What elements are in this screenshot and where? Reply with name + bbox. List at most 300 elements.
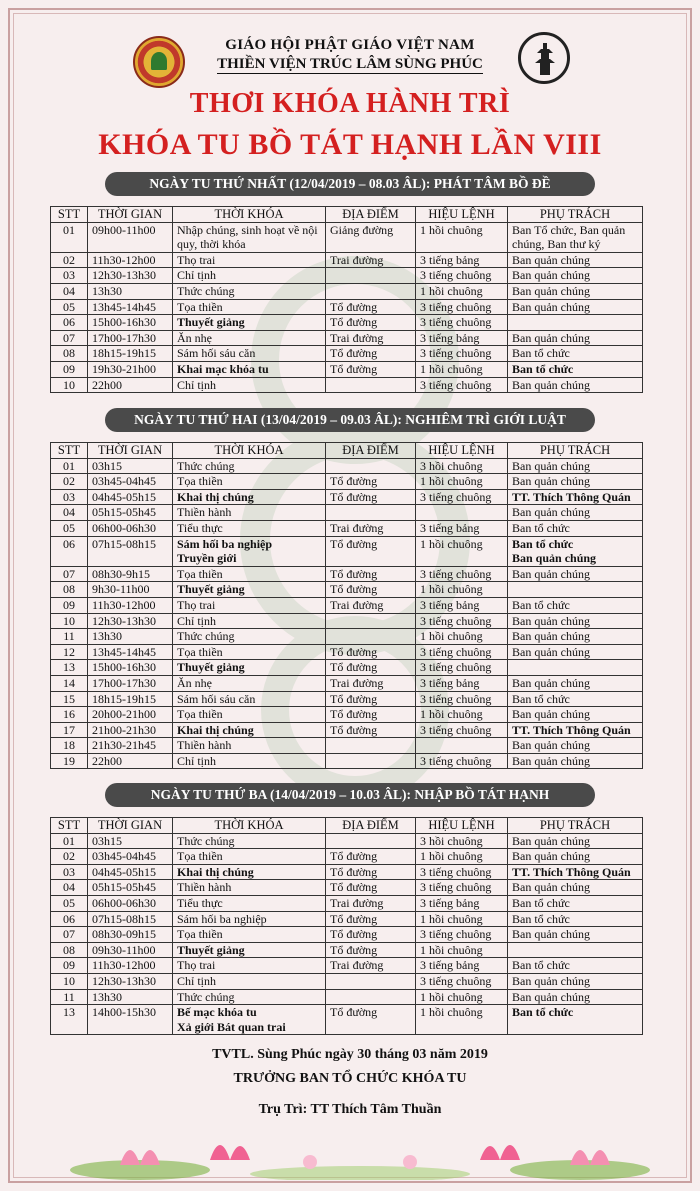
row-number: 10	[51, 377, 88, 393]
row-time: 07h15-08h15	[88, 911, 173, 927]
row-place: Trai đường	[326, 520, 416, 536]
row-activity: Chỉ tịnh	[173, 268, 326, 284]
row-signal: 3 tiếng chuông	[416, 660, 508, 676]
row-activity: Thiền hành	[173, 505, 326, 521]
row-activity: Thuyết giảng	[173, 582, 326, 598]
row-signal: 3 tiếng chuông	[416, 644, 508, 660]
row-time: 13h45-14h45	[88, 644, 173, 660]
row-activity: Chỉ tịnh	[173, 753, 326, 769]
row-place: Trai đường	[326, 597, 416, 613]
row-number: 07	[51, 927, 88, 943]
row-activity: Tọa thiền	[173, 474, 326, 490]
column-header: THỜI GIAN	[88, 818, 173, 834]
row-time: 17h00-17h30	[88, 330, 173, 346]
row-number: 16	[51, 707, 88, 723]
table-row	[51, 361, 643, 377]
row-lead: Ban tổ chức	[508, 361, 643, 377]
row-activity: Thuyết giảng	[173, 942, 326, 958]
table-row	[51, 753, 643, 769]
row-number: 17	[51, 722, 88, 738]
row-place: Tổ đường	[326, 474, 416, 490]
table-row	[51, 629, 643, 645]
row-activity: Thọ trai	[173, 597, 326, 613]
row-number: 02	[51, 849, 88, 865]
row-place: Tổ đường	[326, 707, 416, 723]
table-row	[51, 536, 643, 566]
table-row	[51, 989, 643, 1005]
row-time: 03h45-04h45	[88, 474, 173, 490]
row-lead: Ban quản chúng	[508, 849, 643, 865]
row-signal: 1 hồi chuông	[416, 536, 508, 566]
row-time: 06h00-06h30	[88, 520, 173, 536]
row-time: 22h00	[88, 753, 173, 769]
row-number: 08	[51, 346, 88, 362]
row-lead: Ban tổ chức Ban quản chúng	[508, 536, 643, 566]
table-header-row	[51, 443, 643, 459]
row-activity: Bế mạc khóa tu Xả giới Bát quan trai	[173, 1005, 326, 1035]
row-signal: 3 tiếng chuông	[416, 299, 508, 315]
table-row	[51, 864, 643, 880]
column-header: STT	[51, 818, 88, 834]
column-header: PHỤ TRÁCH	[508, 443, 643, 459]
row-time: 06h00-06h30	[88, 895, 173, 911]
schedule-table	[50, 817, 643, 1035]
row-activity: Tiểu thực	[173, 520, 326, 536]
row-lead	[508, 582, 643, 598]
table-row	[51, 1005, 643, 1035]
row-place: Tổ đường	[326, 691, 416, 707]
row-time: 04h45-05h15	[88, 864, 173, 880]
row-lead: TT. Thích Thông Quán	[508, 864, 643, 880]
table-row	[51, 644, 643, 660]
page-title: THƠI KHÓA HÀNH TRÌ	[189, 88, 511, 119]
row-signal: 1 hồi chuông	[416, 942, 508, 958]
row-place	[326, 458, 416, 474]
schedule-table	[50, 442, 643, 769]
table-row	[51, 660, 643, 676]
row-signal	[416, 505, 508, 521]
row-time: 21h00-21h30	[88, 722, 173, 738]
row-place	[326, 613, 416, 629]
day-banner: NGÀY TU THỨ HAI (13/04/2019 – 09.03 ÂL): NGHIÊM TRÌ GIỚI LUẬT	[105, 408, 595, 432]
row-number: 18	[51, 738, 88, 754]
row-place	[326, 833, 416, 849]
row-number: 09	[51, 361, 88, 377]
row-place	[326, 377, 416, 393]
table-row	[51, 458, 643, 474]
row-number: 06	[51, 315, 88, 331]
table-row	[51, 613, 643, 629]
table-row	[51, 597, 643, 613]
row-signal: 3 tiếng chuông	[416, 489, 508, 505]
row-lead	[508, 660, 643, 676]
row-signal: 3 tiếng chuông	[416, 864, 508, 880]
row-place: Tổ đường	[326, 582, 416, 598]
column-header: THỜI KHÓA	[173, 207, 326, 223]
row-lead: Ban quản chúng	[508, 927, 643, 943]
table-row	[51, 252, 643, 268]
column-header: THỜI KHÓA	[173, 443, 326, 459]
row-number: 03	[51, 864, 88, 880]
monastery-name: THIỀN VIỆN TRÚC LÂM SÙNG PHÚC	[217, 56, 483, 72]
row-number: 12	[51, 644, 88, 660]
row-number: 04	[51, 283, 88, 299]
row-place: Tổ đường	[326, 927, 416, 943]
row-signal: 1 hồi chuông	[416, 849, 508, 865]
row-lead: Ban tổ chức	[508, 958, 643, 974]
row-activity: Thức chúng	[173, 989, 326, 1005]
row-activity: Sám hối sáu căn	[173, 691, 326, 707]
row-activity: Thức chúng	[173, 458, 326, 474]
row-signal: 1 hồi chuông	[416, 911, 508, 927]
row-lead	[508, 942, 643, 958]
row-activity: Tọa thiền	[173, 644, 326, 660]
table-row	[51, 691, 643, 707]
table-row	[51, 849, 643, 865]
table-row	[51, 895, 643, 911]
row-lead: Ban quản chúng	[508, 833, 643, 849]
row-place	[326, 738, 416, 754]
row-place: Tổ đường	[326, 864, 416, 880]
row-signal: 3 tiếng bảng	[416, 597, 508, 613]
column-header: ĐỊA ĐIỂM	[326, 207, 416, 223]
row-time: 12h30-13h30	[88, 613, 173, 629]
row-time: 11h30-12h00	[88, 252, 173, 268]
row-time: 12h30-13h30	[88, 973, 173, 989]
row-activity: Ăn nhẹ	[173, 675, 326, 691]
row-signal: 1 hồi chuông	[416, 283, 508, 299]
table-row	[51, 582, 643, 598]
table-row	[51, 489, 643, 505]
row-lead: TT. Thích Thông Quán	[508, 722, 643, 738]
org-name: GIÁO HỘI PHẬT GIÁO VIỆT NAM	[225, 37, 475, 53]
table-row	[51, 675, 643, 691]
row-lead: Ban quản chúng	[508, 753, 643, 769]
row-lead: Ban tổ chức	[508, 1005, 643, 1035]
row-number: 13	[51, 660, 88, 676]
row-number: 01	[51, 458, 88, 474]
row-activity: Thiền hành	[173, 738, 326, 754]
row-activity: Thọ trai	[173, 958, 326, 974]
table-row	[51, 474, 643, 490]
table-row	[51, 505, 643, 521]
row-activity: Chỉ tịnh	[173, 377, 326, 393]
row-time: 07h15-08h15	[88, 536, 173, 566]
row-time: 9h30-11h00	[88, 582, 173, 598]
row-signal: 3 tiếng chuông	[416, 613, 508, 629]
row-number: 19	[51, 753, 88, 769]
row-activity: Khai thị chúng	[173, 864, 326, 880]
row-time: 14h00-15h30	[88, 1005, 173, 1035]
table-row	[51, 566, 643, 582]
column-header: HIỆU LỆNH	[416, 818, 508, 834]
row-time: 12h30-13h30	[88, 268, 173, 284]
row-signal: 3 tiếng chuông	[416, 722, 508, 738]
row-place: Tổ đường	[326, 942, 416, 958]
table-row	[51, 222, 643, 252]
column-header: HIỆU LỆNH	[416, 207, 508, 223]
row-place	[326, 268, 416, 284]
row-number: 04	[51, 880, 88, 896]
row-place: Tổ đường	[326, 1005, 416, 1035]
row-place: Tổ đường	[326, 346, 416, 362]
row-signal: 3 tiếng bảng	[416, 958, 508, 974]
row-lead: Ban quản chúng	[508, 299, 643, 315]
row-number: 11	[51, 989, 88, 1005]
row-activity: Thức chúng	[173, 833, 326, 849]
row-place	[326, 989, 416, 1005]
row-activity: Tọa thiền	[173, 299, 326, 315]
row-number: 10	[51, 973, 88, 989]
row-lead: Ban tổ chức	[508, 691, 643, 707]
row-number: 09	[51, 597, 88, 613]
row-time: 03h15	[88, 833, 173, 849]
row-number: 15	[51, 691, 88, 707]
row-lead: Ban quản chúng	[508, 268, 643, 284]
table-row	[51, 942, 643, 958]
row-place: Trai đường	[326, 958, 416, 974]
row-place: Trai đường	[326, 675, 416, 691]
row-time: 18h15-19h15	[88, 346, 173, 362]
table-row	[51, 833, 643, 849]
row-place: Tổ đường	[326, 489, 416, 505]
row-signal: 1 hồi chuông	[416, 629, 508, 645]
row-lead: Ban quản chúng	[508, 474, 643, 490]
row-signal: 1 hồi chuông	[416, 361, 508, 377]
table-row	[51, 911, 643, 927]
day-banner: NGÀY TU THỨ NHẤT (12/04/2019 – 08.03 ÂL): PHÁT TÂM BỒ ĐỀ	[105, 172, 595, 196]
table-row	[51, 973, 643, 989]
row-time: 11h30-12h00	[88, 597, 173, 613]
row-lead: Ban quản chúng	[508, 252, 643, 268]
row-activity: Khai thị chúng	[173, 489, 326, 505]
row-activity: Thuyết giảng	[173, 660, 326, 676]
row-time: 20h00-21h00	[88, 707, 173, 723]
row-lead: Ban tổ chức	[508, 346, 643, 362]
row-number: 01	[51, 222, 88, 252]
column-header: STT	[51, 207, 88, 223]
row-activity: Khai mạc khóa tu	[173, 361, 326, 377]
row-lead: Ban tổ chức	[508, 911, 643, 927]
footer-abbot: Trụ Trì: TT Thích Tâm Thuần	[258, 1102, 442, 1117]
row-lead: Ban quản chúng	[508, 505, 643, 521]
row-number: 10	[51, 613, 88, 629]
row-activity: Thiền hành	[173, 880, 326, 896]
row-signal: 3 hồi chuông	[416, 458, 508, 474]
row-lead: Ban quản chúng	[508, 613, 643, 629]
row-signal: 3 tiếng bảng	[416, 252, 508, 268]
row-number: 03	[51, 268, 88, 284]
row-lead: Ban quản chúng	[508, 707, 643, 723]
row-signal	[416, 738, 508, 754]
row-number: 08	[51, 942, 88, 958]
row-place: Tổ đường	[326, 361, 416, 377]
row-number: 02	[51, 474, 88, 490]
row-time: 15h00-16h30	[88, 660, 173, 676]
column-header: STT	[51, 443, 88, 459]
table-row	[51, 722, 643, 738]
row-time: 13h30	[88, 989, 173, 1005]
row-place: Tổ đường	[326, 911, 416, 927]
footer-committee: TRƯỞNG BAN TỔ CHỨC KHÓA TU	[233, 1071, 467, 1086]
row-activity: Khai thị chúng	[173, 722, 326, 738]
row-lead: Ban Tổ chức, Ban quản chúng, Ban thư ký	[508, 222, 643, 252]
row-signal: 3 tiếng chuông	[416, 268, 508, 284]
row-signal: 3 tiếng chuông	[416, 346, 508, 362]
row-time: 05h15-05h45	[88, 880, 173, 896]
column-header: THỜI GIAN	[88, 207, 173, 223]
row-time: 05h15-05h45	[88, 505, 173, 521]
row-number: 11	[51, 629, 88, 645]
footer-date: TVTL. Sùng Phúc ngày 30 tháng 03 năm 2019	[212, 1047, 488, 1062]
row-number: 03	[51, 489, 88, 505]
row-lead: Ban tổ chức	[508, 520, 643, 536]
row-signal: 3 hồi chuông	[416, 833, 508, 849]
row-activity: Thức chúng	[173, 629, 326, 645]
table-row	[51, 268, 643, 284]
row-number: 04	[51, 505, 88, 521]
row-place: Tổ đường	[326, 299, 416, 315]
schedule-table	[50, 206, 643, 393]
row-activity: Sám hối sáu căn	[173, 346, 326, 362]
row-signal: 3 tiếng bảng	[416, 520, 508, 536]
row-lead: Ban quản chúng	[508, 377, 643, 393]
row-signal: 1 hồi chuông	[416, 474, 508, 490]
row-number: 02	[51, 252, 88, 268]
row-place: Tổ đường	[326, 660, 416, 676]
row-activity: Sám hối ba nghiệp	[173, 911, 326, 927]
row-activity: Tọa thiền	[173, 849, 326, 865]
row-time: 13h45-14h45	[88, 299, 173, 315]
column-header: THỜI GIAN	[88, 443, 173, 459]
row-activity: Tọa thiền	[173, 566, 326, 582]
table-row	[51, 520, 643, 536]
row-lead: Ban tổ chức	[508, 895, 643, 911]
row-lead: Ban quản chúng	[508, 629, 643, 645]
row-lead: Ban quản chúng	[508, 675, 643, 691]
table-row	[51, 927, 643, 943]
row-lead: Ban quản chúng	[508, 330, 643, 346]
row-time: 15h00-16h30	[88, 315, 173, 331]
row-activity: Nhập chúng, sinh hoạt về nội quy, thời khóa	[173, 222, 326, 252]
row-lead: Ban quản chúng	[508, 566, 643, 582]
row-activity: Thọ trai	[173, 252, 326, 268]
row-signal: 1 hồi chuông	[416, 707, 508, 723]
row-lead	[508, 315, 643, 331]
table-row	[51, 315, 643, 331]
row-activity: Chỉ tịnh	[173, 973, 326, 989]
row-time: 13h30	[88, 629, 173, 645]
column-header: THỜI KHÓA	[173, 818, 326, 834]
table-row	[51, 283, 643, 299]
row-time: 03h15	[88, 458, 173, 474]
row-lead: Ban quản chúng	[508, 644, 643, 660]
table-row	[51, 346, 643, 362]
row-place: Trai đường	[326, 330, 416, 346]
row-signal: 1 hồi chuông	[416, 989, 508, 1005]
day-banner: NGÀY TU THỨ BA (14/04/2019 – 10.03 ÂL): NHẬP BỒ TÁT HẠNH	[105, 783, 595, 807]
lotus-decoration-icon	[60, 1110, 660, 1180]
row-lead: Ban quản chúng	[508, 458, 643, 474]
column-header: ĐỊA ĐIỂM	[326, 818, 416, 834]
table-row	[51, 738, 643, 754]
column-header: ĐỊA ĐIỂM	[326, 443, 416, 459]
row-signal: 3 tiếng chuông	[416, 880, 508, 896]
row-number: 06	[51, 911, 88, 927]
row-signal: 3 tiếng bảng	[416, 895, 508, 911]
row-signal: 3 tiếng chuông	[416, 973, 508, 989]
row-number: 07	[51, 566, 88, 582]
row-lead: Ban quản chúng	[508, 880, 643, 896]
row-place: Tổ đường	[326, 722, 416, 738]
row-place: Trai đường	[326, 252, 416, 268]
row-signal: 1 hồi chuông	[416, 582, 508, 598]
row-activity: Sám hối ba nghiệp Truyền giới	[173, 536, 326, 566]
row-lead: Ban quản chúng	[508, 973, 643, 989]
row-lead: Ban tổ chức	[508, 597, 643, 613]
row-number: 08	[51, 582, 88, 598]
row-signal: 3 tiếng chuông	[416, 566, 508, 582]
row-place: Tổ đường	[326, 536, 416, 566]
column-header: PHỤ TRÁCH	[508, 207, 643, 223]
row-number: 01	[51, 833, 88, 849]
row-time: 21h30-21h45	[88, 738, 173, 754]
row-time: 13h30	[88, 283, 173, 299]
row-time: 22h00	[88, 377, 173, 393]
row-activity: Tiểu thực	[173, 895, 326, 911]
table-row	[51, 958, 643, 974]
row-number: 07	[51, 330, 88, 346]
row-number: 13	[51, 1005, 88, 1035]
row-lead: Ban quản chúng	[508, 738, 643, 754]
row-time: 04h45-05h15	[88, 489, 173, 505]
row-signal: 1 hồi chuông	[416, 1005, 508, 1035]
row-signal: 3 tiếng chuông	[416, 377, 508, 393]
row-lead: Ban quản chúng	[508, 283, 643, 299]
row-time: 09h00-11h00	[88, 222, 173, 252]
row-signal: 3 tiếng bảng	[416, 330, 508, 346]
row-number: 05	[51, 299, 88, 315]
row-signal: 3 tiếng bảng	[416, 675, 508, 691]
row-place	[326, 283, 416, 299]
row-activity: Tọa thiền	[173, 707, 326, 723]
row-place: Tổ đường	[326, 849, 416, 865]
row-activity: Tọa thiền	[173, 927, 326, 943]
table-header-row	[51, 818, 643, 834]
table-row	[51, 880, 643, 896]
row-time: 08h30-9h15	[88, 566, 173, 582]
row-place	[326, 973, 416, 989]
table-row	[51, 377, 643, 393]
row-lead: TT. Thích Thông Quán	[508, 489, 643, 505]
row-place	[326, 505, 416, 521]
row-time: 11h30-12h00	[88, 958, 173, 974]
row-lead: Ban quản chúng	[508, 989, 643, 1005]
table-row	[51, 299, 643, 315]
row-time: 17h00-17h30	[88, 675, 173, 691]
row-time: 18h15-19h15	[88, 691, 173, 707]
row-place: Tổ đường	[326, 644, 416, 660]
row-signal: 3 tiếng chuông	[416, 315, 508, 331]
column-header: PHỤ TRÁCH	[508, 818, 643, 834]
row-activity: Ăn nhẹ	[173, 330, 326, 346]
row-place: Trai đường	[326, 895, 416, 911]
row-signal: 3 tiếng chuông	[416, 691, 508, 707]
row-place: Tổ đường	[326, 315, 416, 331]
row-time: 03h45-04h45	[88, 849, 173, 865]
table-row	[51, 330, 643, 346]
row-signal: 3 tiếng chuông	[416, 927, 508, 943]
